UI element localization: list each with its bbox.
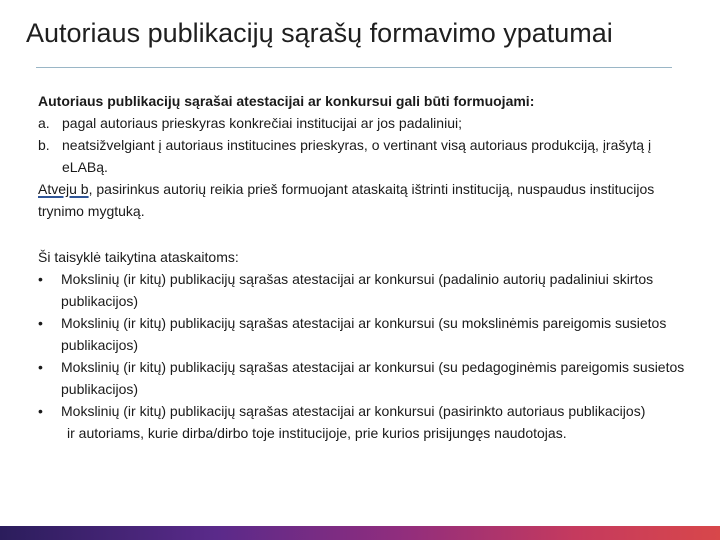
option-a-text: pagal autoriaus prieskyras konkrečiai institucijai ar jos padaliniui;	[62, 115, 462, 131]
report-item-text: Mokslinių (ir kitų) publikacijų sąrašas atestacijai ar konkursui (su mokslinėmis pareigomis susietos publikacijos)	[61, 315, 667, 353]
report-item-text: Mokslinių (ir kitų) publikacijų sąrašas atestacijai ar konkursui (pasirinkto autoriaus publikacijos)	[61, 403, 646, 419]
report-item	[38, 400, 688, 422]
slide-body	[38, 90, 688, 444]
note-rest: , pasirinkus autorių reikia prieš formuojant ataskaitą ištrinti instituciją, nuspaudus institucijos trynimo mygtuką.	[38, 181, 655, 219]
note-paragraph	[38, 178, 688, 222]
bullet-icon: •	[38, 403, 43, 419]
bottom-gradient-bar	[0, 526, 720, 540]
report-item	[38, 356, 688, 400]
slide-title: Autoriaus publikacijų sąrašų formavimo ypatumai	[26, 18, 613, 48]
bullet-icon: •	[38, 315, 43, 331]
note-underlined: Atveju b	[38, 181, 89, 197]
intro-text: Autoriaus publikacijų sąrašai atestacijai ar konkursui gali būti formuojami:	[38, 93, 535, 109]
title-divider	[36, 67, 672, 68]
option-b-text: neatsižvelgiant į autoriaus institucines prieskyras, o vertinant visą autoriaus produkciją, įrašytą į eLABą.	[62, 137, 652, 175]
option-b-marker: b.	[38, 137, 50, 153]
bullet-icon: •	[38, 359, 43, 375]
report-item	[38, 312, 688, 356]
option-b	[38, 134, 688, 178]
report-item	[38, 268, 688, 312]
report-item-text: Mokslinių (ir kitų) publikacijų sąrašas atestacijai ar konkursui (padalinio autorių padaliniui skirtos publikacijos)	[61, 271, 654, 309]
rule-intro: Ši taisyklė taikytina ataskaitoms:	[38, 249, 239, 265]
option-a-marker: a.	[38, 115, 50, 131]
paragraph-spacer	[38, 222, 688, 246]
closing-text: ir autoriams, kurie dirba/dirbo toje institucijoje, prie kurios prisijungęs naudotojas.	[67, 425, 567, 441]
option-a	[38, 112, 688, 134]
report-item-text: Mokslinių (ir kitų) publikacijų sąrašas atestacijai ar konkursui (su pedagoginėmis pareigomis susietos publikacijos)	[61, 359, 685, 397]
bullet-icon: •	[38, 271, 43, 287]
